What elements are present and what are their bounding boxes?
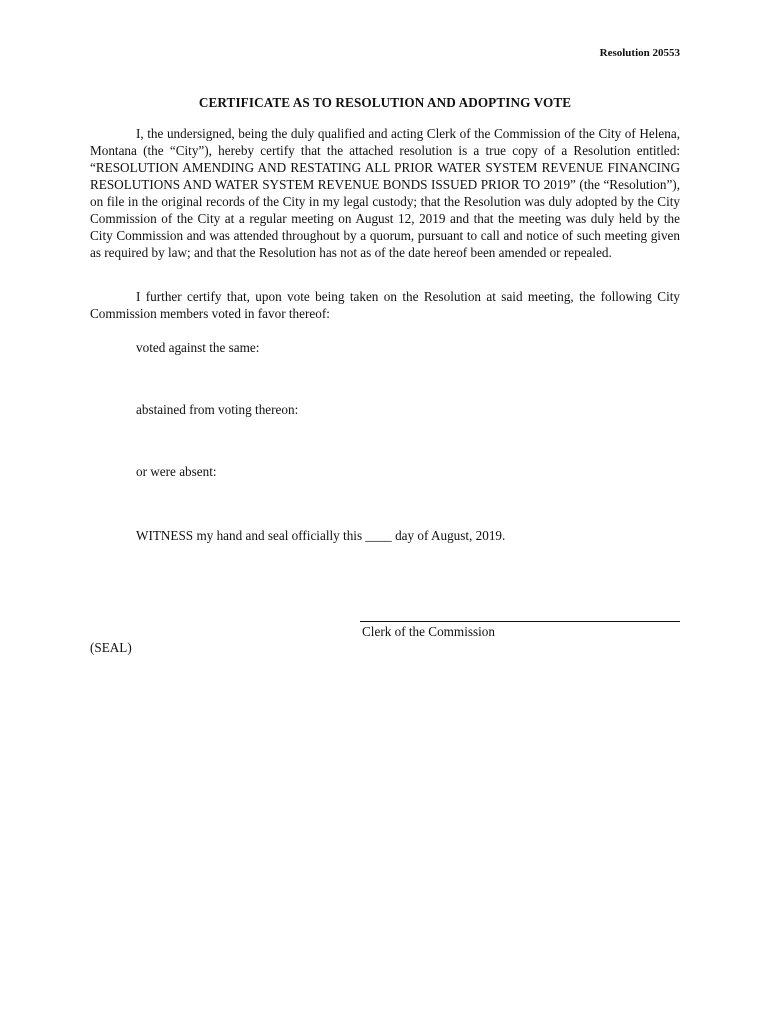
abstained-label: abstained from voting thereon: — [136, 402, 299, 417]
signature-label: Clerk of the Commission — [362, 624, 495, 639]
vote-paragraph: I further certify that, upon vote being taken on the Resolution at said meeting, the following City Commission members voted in favor thereof: — [90, 289, 680, 321]
absent-label: or were absent: — [136, 464, 217, 479]
witness-statement: WITNESS my hand and seal officially this ____ day of August, 2019. — [136, 528, 506, 543]
certificate-title: CERTIFICATE AS TO RESOLUTION AND ADOPTING VOTE — [198, 95, 572, 110]
seal-label: (SEAL) — [90, 640, 132, 655]
certification-paragraph: I, the undersigned, being the duly qualified and acting Clerk of the Commission of the City of Helena, Montana (the “City”), hereby certify that the attached resolution is a true copy of a Resolution entitled: “RESOLUTION AMENDING AND RESTATING ALL PRIOR WATER SYSTEM REVENUE FINANCING RESOLUTIONS AND WATER SYSTEM REVENUE BONDS ISSUED PRIOR TO 2019” (the “Resolution”), on file in the original records of the City in my legal custody; that the Resolution was duly adopted by the City Commission of the City at a regular meeting on August 12, 2019 and that the meeting was duly held by the City Commission and was attended throughout by a quorum, pursuant to call and notice of such meeting given as required by law; and that the Resolution has not as of the date hereof been amended or repealed. — [90, 126, 680, 260]
resolution-number: Resolution 20553 — [599, 47, 680, 59]
voted-against-label: voted against the same: — [136, 340, 260, 355]
signature-line — [360, 621, 680, 622]
